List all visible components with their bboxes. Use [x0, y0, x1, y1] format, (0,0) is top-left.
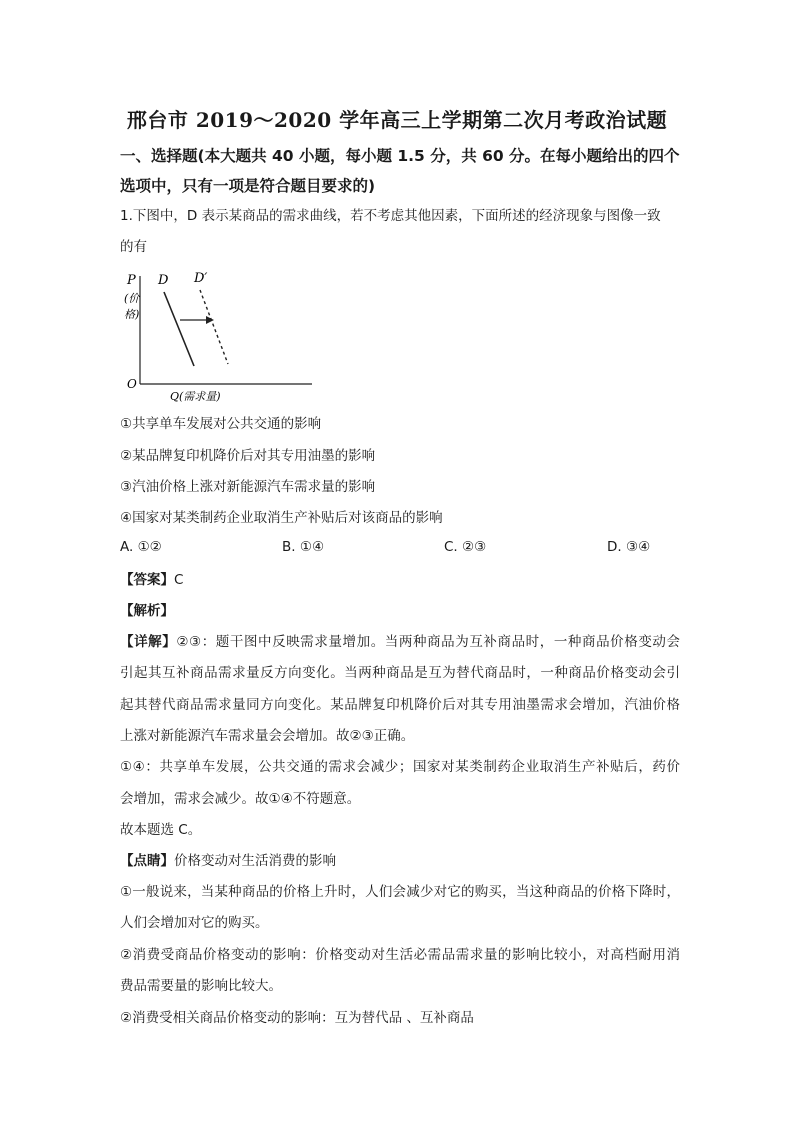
demand-curve-label: D [158, 273, 169, 288]
answer-line [120, 570, 680, 590]
detail-line5: ①④：共享单车发展，公共交通的需求会减少；国家对某类制药企业取消生产补贴后，药价 [120, 759, 680, 775]
highlight-line2: 人们会增加对它的购买。 [120, 915, 269, 931]
detail-tag: 【详解】 [120, 634, 177, 650]
section-heading-line2: 选项中，只有一项是符合题目要求的) [120, 177, 376, 195]
option-a: A. ①② [120, 539, 162, 555]
y-axis-label: P [127, 273, 136, 288]
detail-line3: 起其替代商品需求量同方向变化。某品牌复印机降价后对其专用油墨需求会增加，汽油价格 [120, 697, 680, 713]
answer-options [120, 539, 680, 559]
y-axis-sub1: (价 [124, 292, 140, 305]
statement-1: ①共享单车发展对公共交通的影响 [120, 416, 322, 432]
highlight-heading: 价格变动对生活消费的影响 [174, 853, 336, 869]
option-d: D. ③④ [607, 539, 651, 555]
answer-tag: 【答案】 [120, 572, 174, 588]
origin-label: O [127, 377, 137, 391]
section-heading-line1: 一、选择题(本大题共 40 小题，每小题 1.5 分，共 60 分。在每小题给出的四个 [120, 147, 680, 165]
shifted-curve-label: D′ [194, 271, 208, 286]
shifted-demand-curve-line [200, 290, 228, 364]
highlight-line3: ②消费受商品价格变动的影响：价格变动对生活必需品需求量的影响比较小，对高档耐用消 [120, 947, 680, 963]
option-c: C. ②③ [444, 539, 487, 555]
statement-2: ②某品牌复印机降价后对其专用油墨的影响 [120, 448, 376, 464]
highlight-line1: ①一般说来，当某种商品的价格上升时，人们会减少对它的购买，当这种商品的价格下降时， [120, 884, 680, 900]
highlight-heading-line [120, 851, 680, 871]
highlight-line4: 费品需要量的影响比较大。 [120, 978, 282, 994]
detail-line1 [120, 632, 680, 652]
detail-line6: 会增加，需求会减少。故①④不符题意。 [120, 791, 361, 807]
detail-line4: 上涨对新能源汽车需求量会会增加。故②③正确。 [120, 728, 415, 744]
highlight-line5: ②消费受相关商品价格变动的影响：互为替代品 、互补商品 [120, 1010, 474, 1026]
answer-value: C [174, 572, 184, 588]
y-axis-sub2: 格) [124, 308, 140, 321]
question-stem-line1: 1.下图中，D 表示某商品的需求曲线，若不考虑其他因素，下面所述的经济现象与图像一致 [120, 208, 661, 224]
detail-line2: 引起其互补商品需求量反方向变化。当两种商品是互为替代商品时，一种商品价格变动会引 [120, 665, 680, 681]
page-title: 邢台市 2019～2020 学年高三上学期第二次月考政治试题 [126, 108, 668, 132]
detail-line1-text: ②③：题干图中反映需求量增加。当两种商品为互补商品时，一种商品价格变动会 [176, 634, 680, 650]
highlight-tag: 【点睛】 [120, 853, 174, 869]
demand-curve-graph [122, 268, 322, 404]
demand-curve-line [164, 292, 194, 366]
shift-arrow-head [206, 316, 214, 324]
option-b: B. ①④ [282, 539, 325, 555]
statement-3: ③汽油价格上涨对新能源汽车需求量的影响 [120, 479, 376, 495]
analysis-heading: 【解析】 [120, 603, 174, 619]
statement-4: ④国家对某类制药企业取消生产补贴后对该商品的影响 [120, 510, 443, 526]
question-stem-line2: 的有 [120, 239, 147, 255]
detail-line7: 故本题选 C。 [120, 822, 202, 838]
x-axis-label: Q(需求量) [170, 390, 221, 403]
